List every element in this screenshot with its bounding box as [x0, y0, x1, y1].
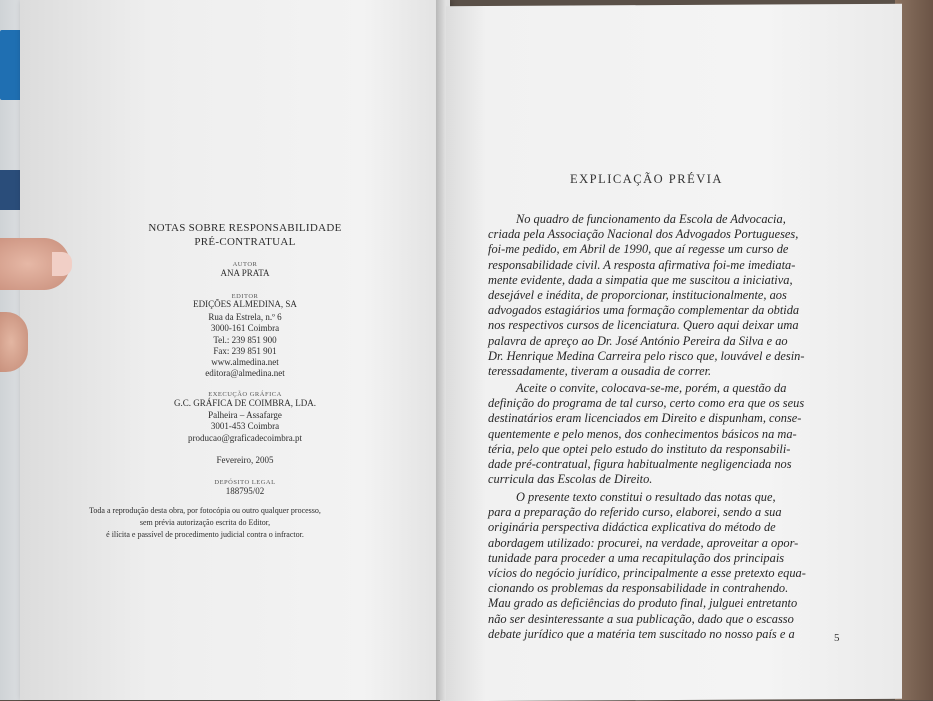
legal-deposit-number: 188795/02	[225, 486, 265, 496]
printer-name: G.C. GRÁFICA DE COIMBRA, LDA.	[173, 398, 316, 408]
text-line: dade pré-contratual, figura habitualmente negligenciada nos	[488, 457, 792, 472]
text-line: teressadamente, tiveram a ousadia de correr.	[488, 364, 712, 379]
copyright-notice-line3: é ilícita e passível de procedimento judicial contra o infractor.	[106, 530, 304, 539]
text-line: curricula das Escolas de Direito.	[488, 472, 653, 487]
publisher-name: EDIÇÕES ALMEDINA, SA	[193, 299, 297, 309]
publication-date: Fevereiro, 2005	[216, 455, 274, 465]
text-line: foi-me pedido, em Abril de 1990, que aí regesse um curso de	[488, 242, 789, 257]
text-line: advogados estagiários uma formação complementar da obtida	[488, 303, 800, 318]
text-line: vícios do negócio jurídico, principalmente a esse pretexto equa-	[488, 566, 806, 581]
text-line: Aceite o convite, colocava-se-me, porém, a questão da	[516, 381, 787, 395]
book-title-line1: NOTAS SOBRE RESPONSABILIDADE	[148, 222, 342, 234]
paragraph-1	[488, 212, 833, 379]
printer-address: Palheira – Assafarge	[208, 410, 282, 420]
copyright-notice-line2: sem prévia autorização escrita do Editor,	[139, 518, 271, 527]
paragraph-2	[488, 381, 833, 487]
publisher-email: editora@almedina.net	[205, 368, 285, 378]
text-line: O presente texto constitui o resultado das notas que,	[516, 490, 776, 504]
author-label: AUTOR	[232, 261, 258, 268]
book-title-line2: PRÉ-CONTRATUAL	[194, 236, 296, 248]
page-number: 5	[834, 632, 840, 644]
text-line: quentemente e pelo menos, dos conhecimentos básicos na ma-	[488, 426, 797, 441]
publisher-address: Rua da Estrela, n.º 6	[208, 312, 282, 322]
text-line: palavra de apreço ao Dr. José António Pereira da Silva e ao	[488, 333, 788, 348]
text-line: responsabilidade civil. A resposta afirmativa foi-me imediata-	[488, 257, 796, 272]
text-line: Mau grado as deficiências do produto final, julguei entretanto	[488, 596, 798, 611]
text-line: não ser desinteressante a sua publicação, dado que o escasso	[488, 611, 794, 626]
chapter-heading: EXPLICAÇÃO PRÉVIA	[570, 172, 723, 186]
text-line: téria, pelo que optei pelo estudo do instituto da responsabili-	[488, 441, 791, 456]
publisher-postcode: 3000-161 Coimbra	[210, 323, 280, 333]
text-line: Dr. Henrique Medina Carreira pelo risco que, louvável e desin-	[488, 348, 805, 363]
printing-label: EXECUÇÃO GRÁFICA	[208, 391, 282, 398]
fingernail	[52, 252, 72, 276]
text-line: mente evidente, dada a simpatia que me suscitou a iniciativa,	[488, 272, 793, 287]
text-line: No quadro de funcionamento da Escola de Advocacia,	[516, 212, 786, 226]
text-line: abordagem utilizado: procurei, na verdade, aproveitar a opor-	[488, 535, 799, 550]
publisher-tel: Tel.: 239 851 900	[213, 335, 277, 345]
printer-email: producao@graficadecoimbra.pt	[188, 433, 302, 443]
publisher-web: www.almedina.net	[211, 357, 279, 367]
text-line: definição do programa de tal curso, certo como era que os seus	[488, 396, 805, 411]
background-object	[0, 170, 22, 210]
printer-postcode: 3001-453 Coimbra	[210, 421, 280, 431]
text-line: nos respectivos cursos de licenciatura. Quero aqui deixar uma	[488, 318, 799, 333]
author-name: ANA PRATA	[220, 268, 270, 278]
editor-label: EDITOR	[231, 293, 259, 300]
text-line: destinatários eram licenciados em Direito e dispunham, conse-	[488, 411, 802, 426]
text-line: originária perspectiva didáctica explicativa do método de	[488, 520, 776, 535]
text-line: debate jurídico que a matéria tem suscitado no nosso país e a	[488, 626, 795, 641]
text-line: tunidade para proceder a uma recapitulação dos principais	[488, 550, 785, 565]
legal-deposit-label: DEPÓSITO LEGAL	[214, 479, 276, 486]
text-line: cionando os problemas da responsabilidade in contrahendo.	[488, 581, 789, 596]
book-gutter	[436, 0, 446, 700]
text-line: desejável e inédita, de proporcionar, institucionalmente, aos	[488, 288, 787, 303]
text-line: criada pela Associação Nacional dos Advogados Portugueses,	[488, 227, 799, 242]
publisher-fax: Fax: 239 851 901	[213, 346, 277, 356]
copyright-notice-line1: Toda a reprodução desta obra, por fotocópia ou outro qualquer processo,	[89, 506, 321, 515]
paragraph-3	[488, 490, 833, 642]
text-line: para a preparação do referido curso, elaborei, sendo a sua	[488, 505, 782, 520]
